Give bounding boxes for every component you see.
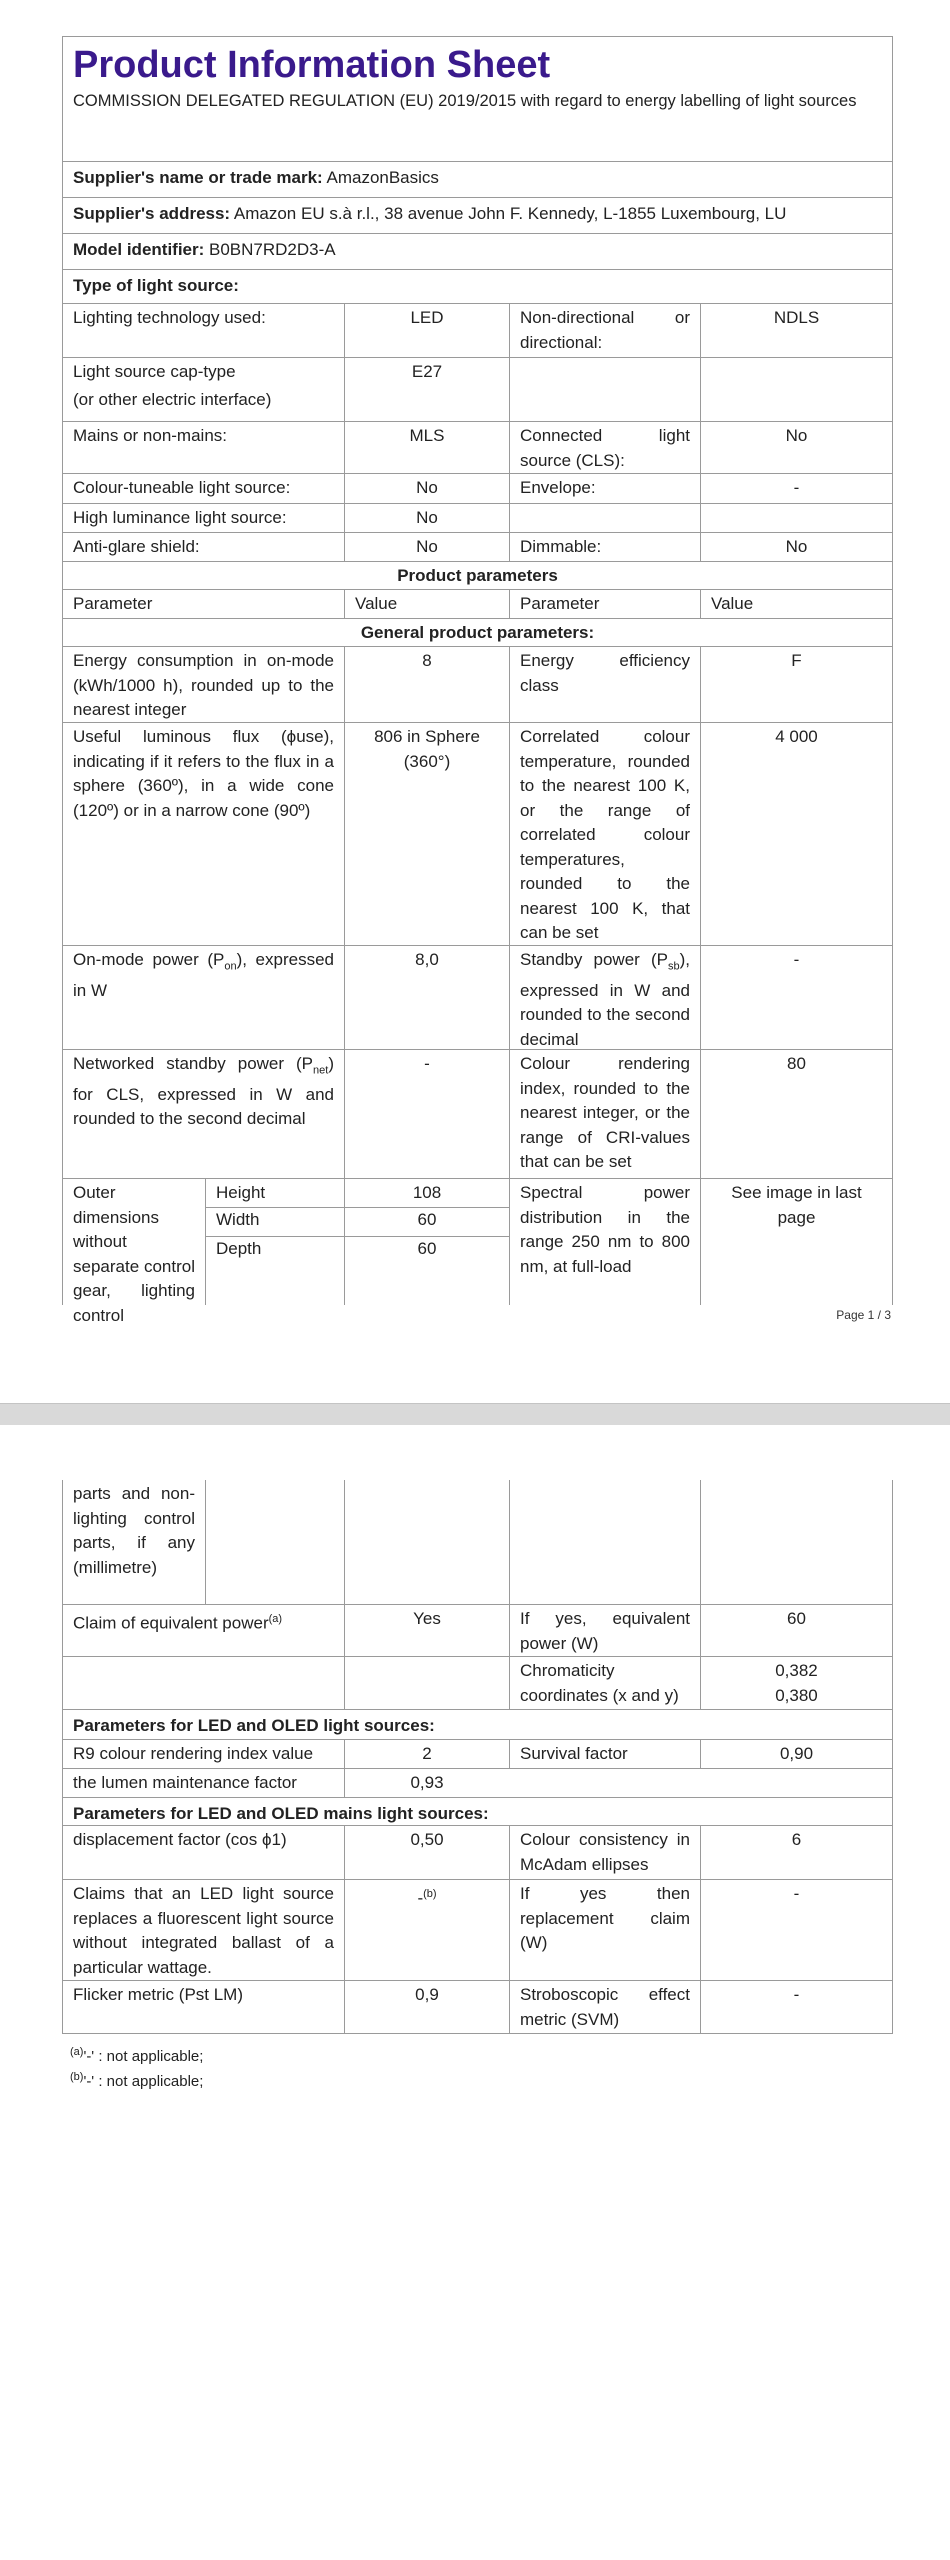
claims-row: [63, 1880, 892, 1981]
depth-value: 60: [417, 1239, 437, 1258]
chroma-y: 0,380: [775, 1685, 818, 1705]
tech-value: LED: [344, 304, 509, 357]
cri-label: Colour rendering index, rounded to the nearest integer, or the range of CRI-values that can be set: [509, 1050, 700, 1178]
note-a-text: '-' : not applicable;: [83, 2048, 204, 2065]
cct-label: Correlated colour temperature, rounded to the nearest 100 K, or the range of correlated colour temperatures, rounded to the nearest 100 K, that can be set: [509, 723, 700, 945]
supplier-address-value: Amazon EU s.à r.l., 38 avenue John F. Kennedy, L-1855 Luxembourg, LU: [233, 204, 787, 223]
cap-label: Light source cap-type: [73, 362, 236, 381]
tune-label: Colour-tuneable light source:: [73, 478, 291, 497]
glare-row: [63, 533, 892, 562]
hilum-label: High luminance light source:: [73, 508, 287, 527]
dims-continued-row: [63, 1480, 892, 1605]
lumen-row: [63, 1769, 892, 1798]
note-a: [70, 2046, 203, 2065]
cap-empty-2: [700, 358, 892, 421]
chroma-x: 0,382: [775, 1661, 818, 1680]
directional-label: Non-directional or directional:: [509, 304, 700, 357]
dims-cont-empty-3: [509, 1480, 700, 1604]
width-value: 60: [345, 1208, 509, 1237]
supplier-name-value: AmazonBasics: [326, 168, 439, 187]
directional-value: NDLS: [700, 304, 892, 357]
replacement-label: If yes then replacement claim (W): [509, 1880, 700, 1980]
r9-value: 2: [344, 1740, 509, 1768]
equiv-power-label: If yes, equivalent power (W): [509, 1605, 700, 1656]
chroma-values: [700, 1657, 892, 1709]
tech-label: Lighting technology used:: [73, 308, 266, 327]
replacement-value: -: [700, 1880, 892, 1980]
mains-label: Mains or non-mains:: [73, 426, 228, 445]
page-separator: [0, 1403, 950, 1427]
r9-row: [63, 1740, 892, 1769]
standby-label: [509, 946, 700, 1049]
claims-value-text: -: [417, 1888, 424, 1908]
hilum-value: No: [344, 504, 509, 532]
onpower-row: [63, 946, 892, 1050]
energy-value: 8: [344, 647, 509, 722]
netstandby-label-b: ) for CLS, expressed in W and rounded to the second decimal: [73, 1054, 334, 1129]
led-heading: Parameters for LED and OLED light sources:: [63, 1710, 892, 1740]
netstandby-value: -: [344, 1050, 509, 1178]
equiv-value: Yes: [344, 1605, 509, 1656]
param-header-row: [63, 590, 892, 619]
model-label: Model identifier:: [73, 240, 205, 259]
page-2: [0, 1425, 950, 2560]
equiv-power-value: 60: [700, 1605, 892, 1656]
chroma-empty-2: [344, 1657, 509, 1709]
cap-value: E27: [344, 358, 509, 421]
disp-row: [63, 1826, 892, 1880]
cap-label-cell: [63, 358, 344, 421]
onpower-value: 8,0: [344, 946, 509, 1049]
note-b-sup: (b): [70, 2071, 84, 2083]
claims-sup: (b): [423, 1888, 437, 1900]
type-heading: Type of light source:: [63, 270, 892, 304]
dims-cont-empty-1: [205, 1480, 344, 1604]
glare-value: No: [344, 533, 509, 561]
energy-label: Energy consumption in on-mode (kWh/1000 h), rounded up to the nearest integer: [73, 651, 334, 719]
dimmable-value: No: [700, 533, 892, 561]
mains-value: MLS: [344, 422, 509, 473]
cri-value: 80: [700, 1050, 892, 1178]
flicker-label: Flicker metric (Pst LM): [73, 1985, 243, 2004]
dims-cont-empty-4: [700, 1480, 892, 1604]
efficiency-class-value: F: [700, 647, 892, 722]
tune-value: No: [344, 474, 509, 503]
title-block: [63, 37, 892, 162]
depth-label: Depth: [216, 1239, 262, 1258]
mcadam-label: Colour consistency in McAdam ellipses: [509, 1826, 700, 1879]
regulation-text: COMMISSION DELEGATED REGULATION (EU) 2019/2015 with regard to energy labelling of light sources: [73, 92, 857, 110]
hilum-empty-1: [509, 504, 700, 532]
equiv-label: [63, 1605, 344, 1656]
netstandby-row: [63, 1050, 892, 1179]
model-row: [63, 234, 892, 270]
svm-value: -: [700, 1981, 892, 2033]
note-b-text: '-' : not applicable;: [83, 2073, 204, 2090]
standby-label-b: ), expressed in W and rounded to the second decimal: [520, 950, 690, 1049]
energy-row: [63, 647, 892, 723]
disp-value: 0,50: [344, 1826, 509, 1879]
param-header-1: Parameter: [73, 594, 153, 613]
mcadam-value: 6: [700, 1826, 892, 1879]
dimmable-label: Dimmable:: [509, 533, 700, 561]
lumen-value: 0,93: [344, 1769, 509, 1797]
netstandby-label-a: Networked standby power (P: [73, 1054, 314, 1073]
disp-label: displacement factor (cos ϕ1): [73, 1830, 287, 1849]
tune-row: [63, 474, 892, 504]
supplier-name-row: [63, 162, 892, 198]
note-b: [70, 2071, 203, 2090]
survival-label: Survival factor: [509, 1740, 700, 1768]
claims-value: [344, 1880, 509, 1980]
dims-label: Outer dimensions without separate control gear, lighting control: [73, 1183, 195, 1325]
dims-label-continued: parts and non-lighting control parts, if any (millimetre): [73, 1484, 195, 1577]
standby-label-a: Standby power (P: [520, 950, 668, 969]
cls-label: Connected light source (CLS):: [509, 422, 700, 473]
equiv-row: [63, 1605, 892, 1657]
standby-sub: sb: [667, 960, 680, 973]
page-number: Page 1 / 3: [836, 1308, 891, 1322]
info-sheet-table-continued: [62, 1480, 893, 2034]
netstandby-label: [63, 1050, 344, 1178]
general-params-heading: General product parameters:: [63, 619, 892, 647]
onpower-label: [63, 946, 344, 1049]
value-header-2: Value: [700, 590, 752, 618]
dims-values: [344, 1179, 509, 1305]
width-label: Width: [206, 1208, 344, 1237]
lumen-label: the lumen maintenance factor: [73, 1773, 297, 1792]
cct-value: 4 000: [700, 723, 892, 945]
flux-value: 806 in Sphere (360°): [344, 723, 509, 945]
flicker-row: [63, 1981, 892, 2034]
mains-heading: Parameters for LED and OLED mains light sources:: [63, 1798, 892, 1826]
dims-cont-empty-2: [344, 1480, 509, 1604]
chroma-empty-1: [63, 1657, 344, 1709]
glare-label: Anti-glare shield:: [73, 537, 200, 556]
supplier-address-row: [63, 198, 892, 234]
r9-label: R9 colour rendering index value: [73, 1744, 314, 1763]
cap-empty-1: [509, 358, 700, 421]
dims-subcell: [205, 1179, 344, 1305]
tech-row: [63, 304, 892, 358]
claims-label: Claims that an LED light source replaces a fluorescent light source without integrated ballast of a particular wattage.: [73, 1884, 334, 1977]
model-value: B0BN7RD2D3-A: [209, 240, 336, 259]
spd-value: See image in last page: [700, 1179, 892, 1305]
supplier-address-label: Supplier's address:: [73, 204, 231, 223]
netstandby-sub: net: [313, 1064, 329, 1077]
onpower-label-b: ), expressed in W: [73, 950, 334, 1000]
product-params-heading: Product parameters: [63, 562, 892, 590]
chroma-label: Chromaticity coordinates (x and y): [509, 1657, 700, 1709]
supplier-name-label: Supplier's name or trade mark:: [73, 168, 323, 187]
standby-value: -: [700, 946, 892, 1049]
onpower-sub: on: [224, 960, 237, 973]
cls-value: No: [700, 422, 892, 473]
envelope-value: -: [700, 474, 892, 503]
efficiency-class-label: Energy efficiency class: [509, 647, 700, 722]
hilum-row: [63, 504, 892, 533]
envelope-label: Envelope:: [509, 474, 700, 503]
equiv-label-text: Claim of equivalent power: [73, 1613, 269, 1633]
equiv-sup: (a): [268, 1613, 283, 1625]
survival-value: 0,90: [700, 1740, 892, 1768]
page-title: Product Information Sheet: [73, 44, 551, 86]
flicker-value: 0,9: [344, 1981, 509, 2033]
spd-label: Spectral power distribution in the range 250 nm to 800 nm, at full-load: [509, 1179, 700, 1305]
cap-row: [63, 358, 892, 422]
cap-label-sub: (or other electric interface): [73, 389, 272, 409]
value-header-1: Value: [344, 590, 509, 618]
param-header-2: Parameter: [509, 590, 700, 618]
flux-label: Useful luminous flux (ϕuse), indicating if it refers to the flux in a sphere (360º), in a wide cone (120º) or in a narrow cone (90º): [73, 727, 334, 820]
mains-row: [63, 422, 892, 474]
note-a-sup: (a): [70, 2046, 84, 2058]
chroma-row: [63, 1657, 892, 1710]
hilum-empty-2: [700, 504, 892, 532]
height-value: 108: [345, 1181, 509, 1208]
svm-label: Stroboscopic effect metric (SVM): [509, 1981, 700, 2033]
flux-row: [63, 723, 892, 946]
onpower-label-a: On-mode power (P: [73, 950, 225, 969]
height-label: Height: [206, 1181, 344, 1208]
